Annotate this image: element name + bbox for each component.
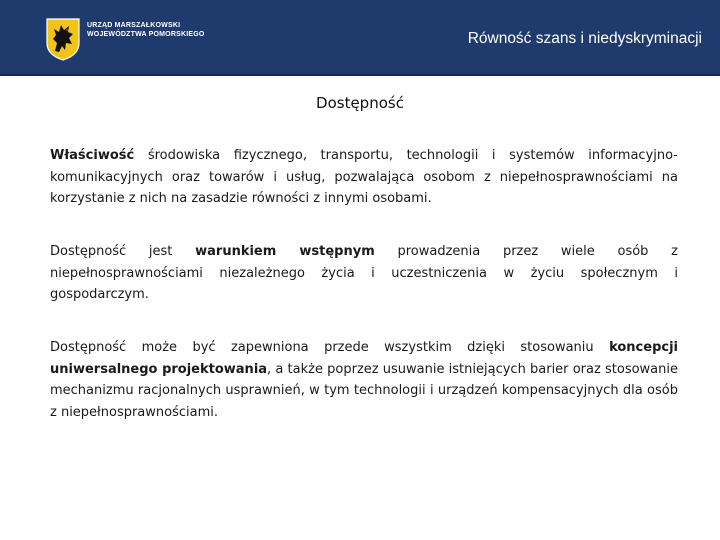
universal-design-paragraph: [50, 337, 678, 423]
p2-bold-term: warunkiem wstępnym: [195, 244, 375, 259]
p1-text: środowiska fizycznego, transportu, technologii i systemów informacyjno-komunikacyjnych oraz towarów i usług, pozwalająca osobom z niepełnosprawnościami na korzystanie z nich na zasadzie równości z innymi osobami.: [50, 148, 678, 206]
slide-heading: Dostępność: [316, 94, 404, 112]
p2-post: prowadzenia przez wiele osób z niepełnosprawnościami niezależnego życia i uczestniczenia w życiu społecznym i gospodarczym.: [50, 244, 678, 302]
p1-bold-term: Właściwość: [50, 148, 135, 163]
griffin-coat-of-arms-icon: [45, 17, 81, 61]
p3-post: , a także poprzez usuwanie istniejących barier oraz stosowanie mechanizmu racjonalnych usprawnień, w tym technologii i urządzeń kompensacyjnych dla osób z niepełnosprawnościami.: [50, 361, 678, 420]
p3-pre: Dostępność może być zapewniona przede wszystkim dzięki stosowaniu: [50, 340, 610, 355]
p3-bold-term: koncepcji uniwersalnego projektowania: [50, 340, 678, 377]
header-bar: [0, 0, 720, 76]
p2-pre: Dostępność jest: [50, 244, 196, 259]
presentation-title: Równość szans i niedyskryminacji: [467, 30, 702, 47]
definition-paragraph: [50, 145, 678, 210]
org-line-1: URZĄD MARSZAŁKOWSKI: [87, 22, 181, 29]
organization-name: [87, 21, 205, 39]
precondition-paragraph: [50, 241, 678, 306]
org-line-2: WOJEWÓDZTWA POMORSKIEGO: [87, 31, 205, 38]
